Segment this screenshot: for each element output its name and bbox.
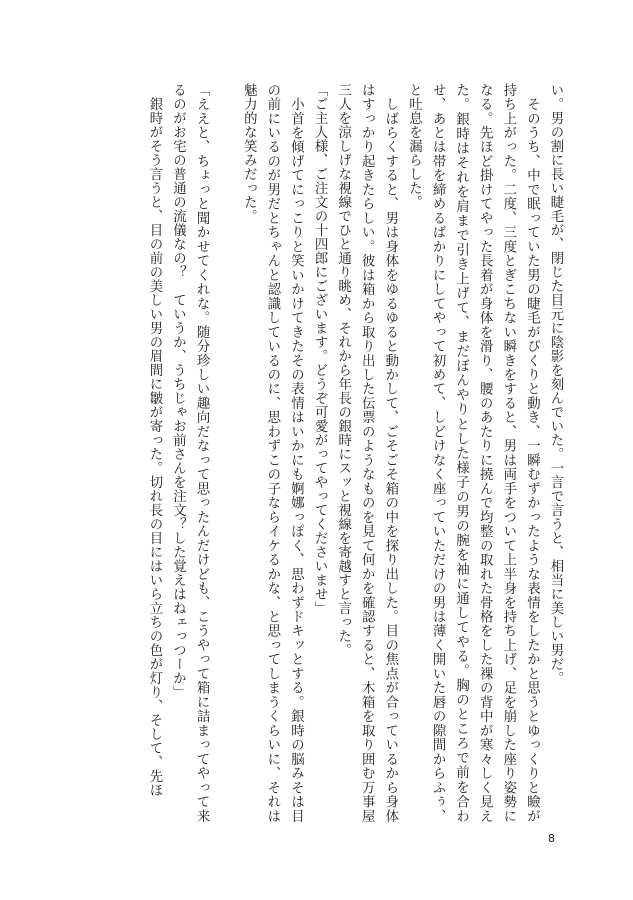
scene-break xyxy=(213,83,237,823)
paragraph-6-dialogue: 「ええと、ちょっと聞かせてくれな。随分珍しい趣向だなって思ったんだけども、こうやって箱に詰まってやって来るのがお宅の普通の流儀なの？ ていうか、うちじゃお前さんを注文？した覚えはねェっつーか」 xyxy=(170,83,210,823)
paragraph-5: 小首を傾げてにっこりと笑いかけてきたその表情はいかにも婀娜っぽく、思わずドキッとする。銀時の脳みそは目の前にいるのが男だとちゃんと認識しているのに、思わずこの子ならイケるかな、と思ってしまうくらいに、それは魅力的な笑みだった。 xyxy=(241,83,304,823)
paragraph-4-dialogue: 「ご主人様、ご注文の十四郎にございます。どうぞ可愛がってやってくださいませ」 xyxy=(312,83,328,615)
paragraph-1: い。男の割に長い睫毛が、閉じた目元に陰影を刻んでいた。一言で言うと、相当に美しい男だ。 xyxy=(548,83,563,685)
paragraph-2: そのうち、中で眠っていた男の睫毛がぴくりと動き、一瞬むずかったような表情をしたかと思うとゆっくりと瞼が持ち上がった。二度、三度とぎこちない瞬きをすると、男は両手をついて上半身を持ち上げ、足を崩した座り姿勢になる。先ほど掛けてやった長着が身体を滑り、腰のあたりに撓んで均整の取れた骨格をした裸の背中が寒々しく見えた。銀時はそれを肩まで引き上げて、まだぼんやりとした様子の男の腕を袖に通してやる。胸のところで前を合わせ、あとは帯を締めるばかりにしてやって初めて、しどけなく座っていただけの男は薄く開いた唇の隙間からふぅ、と吐息を漏らした。 xyxy=(406,83,540,823)
paragraph-7: 銀時がそう言うと、目の前の美しい男の眉間に皺が寄った。切れ長の目にはいら立ちの色が灯り、そして、先ほ xyxy=(146,83,162,797)
paragraph-3: しばらくすると、男は身体をゆるゆると動かして、ごそごそ箱の中を探り出した。目の焦点が合っているから身体はすっかり起きたらしい。彼は箱から取り出した伝票のようなものを見て何かを確認すると、木箱を取り囲む万事屋三人を涼しげな視線でひと通り眺め、それから年長の銀時にスッと視線を寄越すと言った。 xyxy=(335,83,398,823)
page-number: 8 xyxy=(548,832,555,845)
vertical-text-block xyxy=(67,83,567,823)
